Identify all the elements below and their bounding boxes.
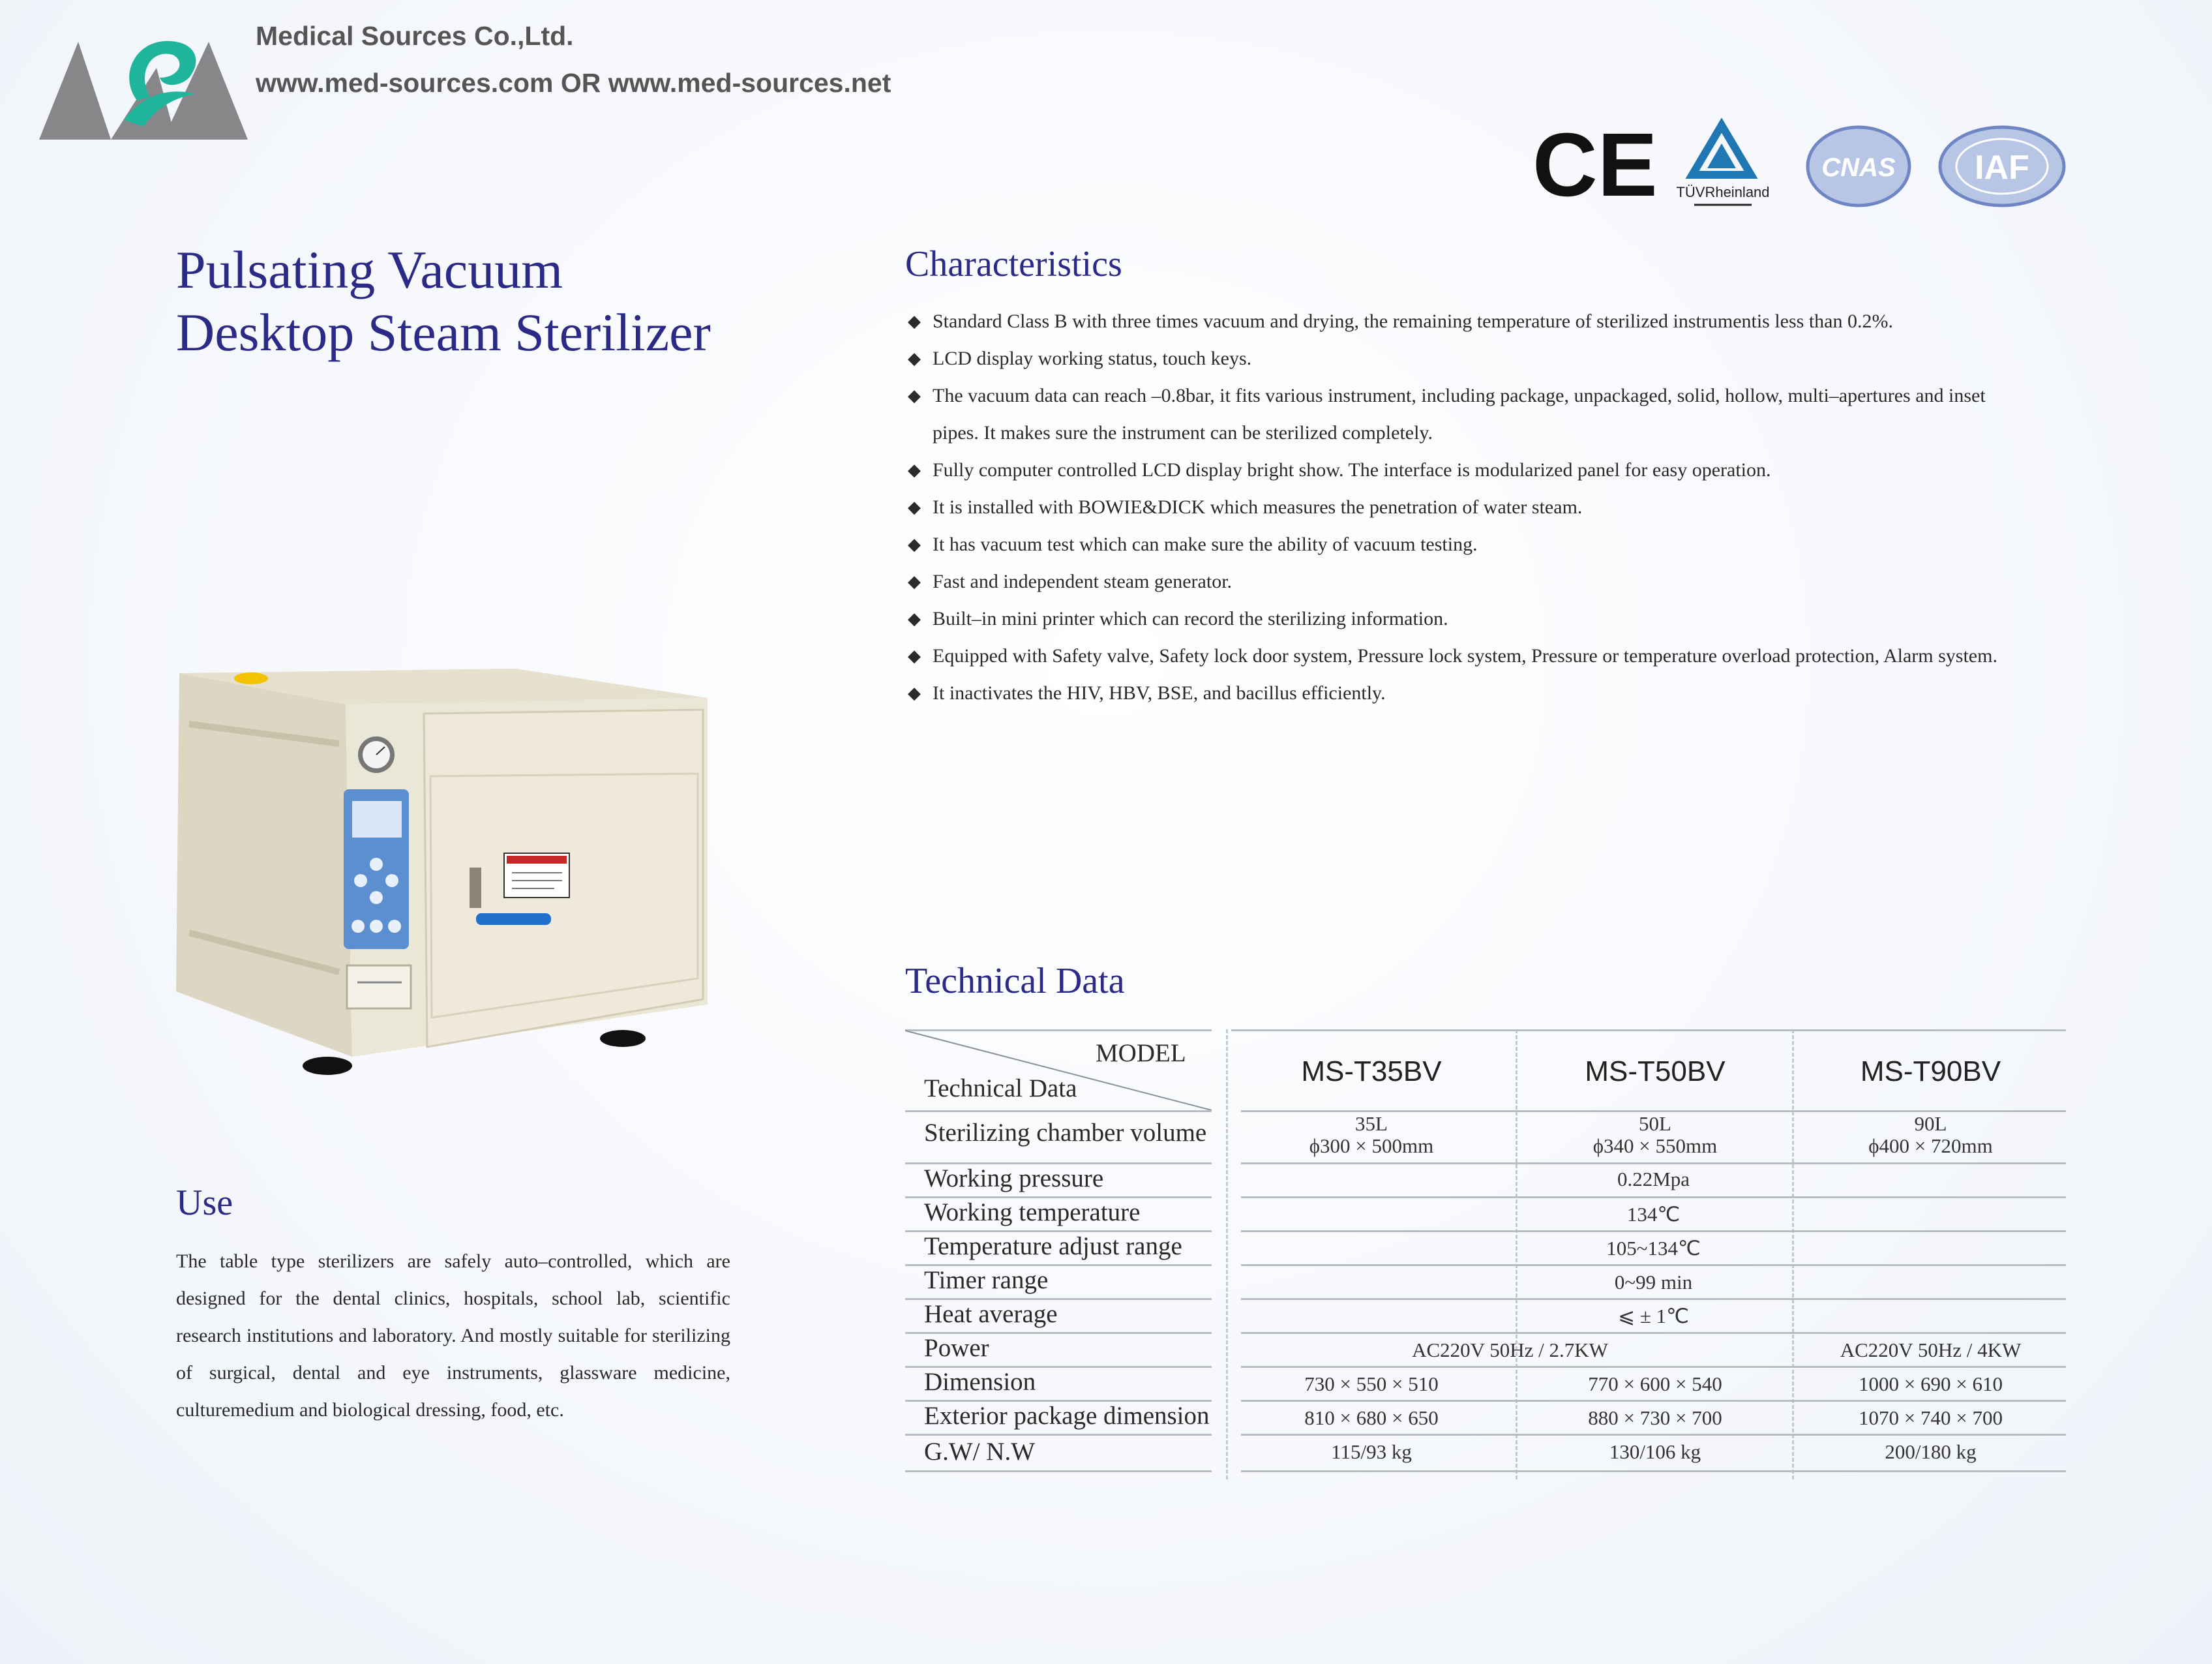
ce-mark-text: CE (1532, 117, 1658, 215)
tuv-text: TÜVRheinland (1676, 184, 1770, 200)
weight-value: 200/180 kg (1885, 1440, 1977, 1463)
list-item-text: Fully computer controlled LCD display bright show. The interface is modularized panel for easy operation. (933, 459, 1771, 481)
row-divider (905, 1110, 1212, 1112)
package-value: 810 × 680 × 650 (1304, 1406, 1439, 1429)
product-title-line2: Desktop Steam Sterilizer (176, 303, 711, 362)
corner-model-label: MODEL (1096, 1039, 1186, 1067)
diamond-bullet-icon: ◆ (908, 461, 921, 479)
list-item (908, 377, 2016, 451)
volume-capacity: 50L (1639, 1112, 1671, 1135)
volume-capacity: 35L (1355, 1112, 1388, 1135)
row-divider (1241, 1230, 2066, 1232)
row-divider (1241, 1162, 2066, 1164)
technical-data-table (905, 1029, 2066, 1479)
row-label-power: Power (924, 1334, 989, 1362)
temp-range-value: 105~134℃ (1606, 1237, 1701, 1260)
weight-value: 115/93 kg (1331, 1440, 1412, 1463)
column-divider (1226, 1029, 1228, 1479)
row-divider (1241, 1264, 2066, 1266)
certification-logos (1532, 117, 2067, 215)
list-item-text: Built–in mini printer which can record the sterilizing information. (933, 608, 1448, 629)
ce-mark-icon (1532, 117, 1658, 215)
diamond-bullet-icon: ◆ (908, 349, 921, 368)
volume-size: ϕ400 × 720mm (1868, 1134, 1993, 1157)
diamond-bullet-icon: ◆ (908, 684, 921, 703)
volume-cell (1518, 1113, 1792, 1157)
characteristics-title: Characteristics (905, 244, 1122, 284)
list-item-text: It inactivates the HIV, HBV, BSE, and bacillus efficiently. (933, 682, 1386, 704)
list-item (908, 451, 2016, 489)
technical-data-title: Technical Data (905, 961, 1125, 1001)
list-item (908, 637, 2016, 674)
row-divider (1231, 1029, 2066, 1031)
sterilizer-product-image (163, 652, 717, 1102)
row-label-temp-range: Temperature adjust range (924, 1232, 1182, 1260)
list-item-text: LCD display working status, touch keys. (933, 348, 1252, 369)
product-title-line1: Pulsating Vacuum (176, 240, 563, 299)
row-divider (905, 1470, 1212, 1472)
cnas-text: CNAS (1821, 153, 1896, 182)
package-value: 1070 × 740 × 700 (1859, 1406, 2003, 1429)
row-label-temperature: Working temperature (924, 1198, 1141, 1226)
model-header: MS-T50BV (1585, 1055, 1726, 1087)
row-divider (1241, 1434, 2066, 1436)
volume-cell (1234, 1113, 1508, 1157)
iaf-text: IAF (1975, 149, 2029, 187)
company-name: Medical Sources Co.,Ltd. (256, 21, 574, 51)
diamond-bullet-icon: ◆ (908, 535, 921, 554)
row-divider (905, 1434, 1212, 1436)
list-item (908, 303, 2016, 340)
list-item (908, 340, 2016, 377)
list-item-text: Standard Class B with three times vacuum and drying, the remaining temperature of sterilized instrumentis less than 0.2%. (933, 310, 1893, 332)
diamond-bullet-icon: ◆ (908, 498, 921, 517)
list-item (908, 600, 2016, 637)
package-value: 880 × 730 × 700 (1588, 1406, 1722, 1429)
cnas-icon (1808, 127, 1909, 205)
model-header: MS-T90BV (1860, 1055, 2001, 1087)
timer-value: 0~99 min (1614, 1271, 1693, 1293)
row-label-package: Exterior package dimension (924, 1402, 1210, 1430)
corner-technical-label: Technical Data (924, 1074, 1077, 1102)
diamond-bullet-icon: ◆ (908, 609, 921, 628)
row-label-timer: Timer range (924, 1266, 1049, 1294)
row-divider (1241, 1332, 2066, 1334)
use-title: Use (176, 1183, 233, 1223)
list-item (908, 563, 2016, 600)
temperature-value: 134℃ (1626, 1203, 1681, 1226)
diamond-bullet-icon: ◆ (908, 386, 921, 405)
row-divider (1241, 1366, 2066, 1368)
diamond-bullet-icon: ◆ (908, 646, 921, 665)
diamond-bullet-icon: ◆ (908, 572, 921, 591)
dimension-value: 730 × 550 × 510 (1304, 1372, 1439, 1395)
list-item-text: Equipped with Safety valve, Safety lock door system, Pressure lock system, Pressure or temperature overload protection, Alarm system. (933, 645, 1997, 667)
pressure-value: 0.22Mpa (1617, 1168, 1690, 1190)
volume-capacity: 90L (1914, 1112, 1947, 1135)
characteristics-list (908, 303, 2016, 712)
list-item-text: Fast and independent steam generator. (933, 571, 1233, 592)
list-item-text: The vacuum data can reach –0.8bar, it fits various instrument, including package, unpackaged, solid, hollow, multi–apertures and inset pipes. It makes sure the instrument can be sterilized completely. (933, 385, 1986, 444)
list-item-text: It is installed with BOWIE&DICK which measures the penetration of water steam. (933, 496, 1583, 518)
row-label-dimension: Dimension (924, 1368, 1036, 1396)
volume-cell (1795, 1113, 2066, 1157)
iaf-icon (1940, 127, 2064, 205)
product-title (176, 239, 711, 364)
volume-size: ϕ340 × 550mm (1592, 1134, 1718, 1157)
row-divider (1241, 1400, 2066, 1402)
row-label-pressure: Working pressure (924, 1164, 1104, 1192)
power-value-large: AC220V 50Hz / 4KW (1840, 1339, 2022, 1361)
row-label-volume: Sterilizing chamber volume (924, 1119, 1207, 1147)
row-divider (1241, 1470, 2066, 1472)
power-value-small: AC220V 50Hz / 2.7KW (1412, 1339, 1608, 1361)
tuv-rheinland-icon (1676, 125, 1769, 205)
diamond-bullet-icon: ◆ (908, 312, 921, 331)
model-header: MS-T35BV (1301, 1055, 1442, 1087)
row-divider (1241, 1196, 2066, 1198)
row-label-heat: Heat average (924, 1300, 1058, 1328)
list-item-text: It has vacuum test which can make sure the ability of vacuum testing. (933, 534, 1478, 555)
row-divider (1241, 1298, 2066, 1300)
list-item (908, 489, 2016, 526)
dimension-value: 1000 × 690 × 610 (1859, 1372, 2003, 1395)
use-description: The table type sterilizers are safely auto–controlled, which are designed for the dental clinics, hospitals, school lab, scientific research institutions and laboratory. And mostly suitable for sterilizing of surgical, dental and eye instruments, glassware medicine, culturemedium and biological dressing, food, etc. (176, 1250, 730, 1421)
dimension-value: 770 × 600 × 540 (1588, 1372, 1722, 1395)
volume-size: ϕ300 × 500mm (1309, 1134, 1434, 1157)
weight-value: 130/106 kg (1609, 1440, 1701, 1463)
company-logo (39, 16, 248, 140)
row-label-weight: G.W/ N.W (924, 1438, 1036, 1466)
list-item (908, 526, 2016, 563)
list-item (908, 674, 2016, 712)
company-websites: www.med-sources.com OR www.med-sources.net (256, 68, 891, 98)
heat-value: ⩽ ± 1℃ (1618, 1305, 1689, 1327)
